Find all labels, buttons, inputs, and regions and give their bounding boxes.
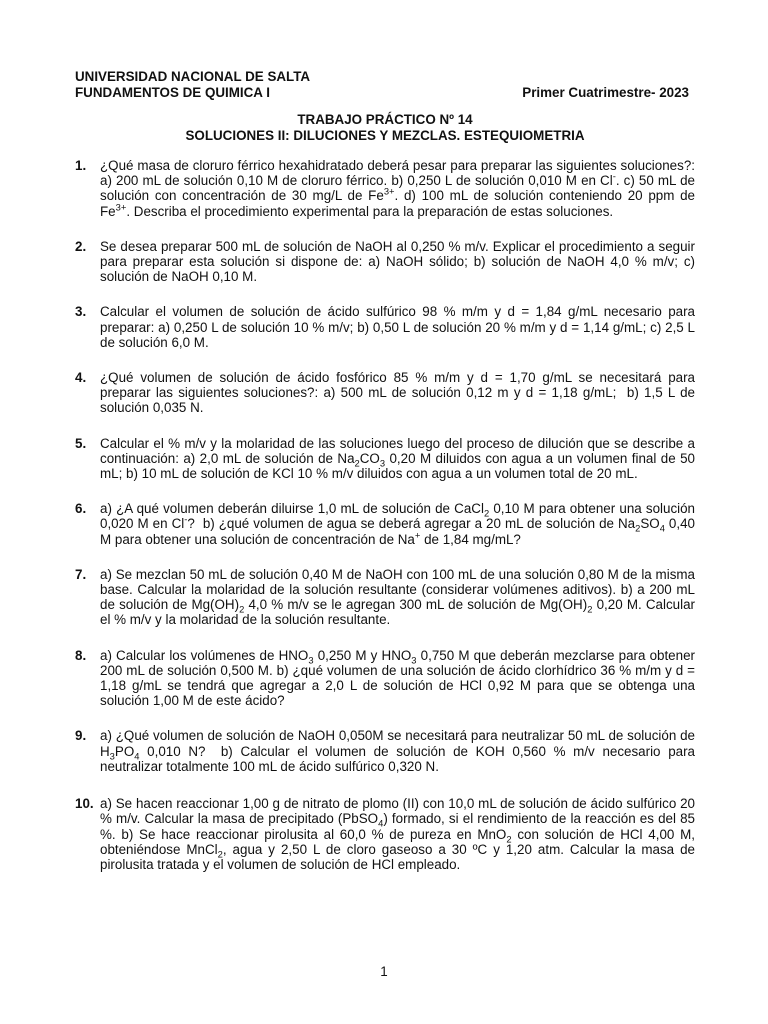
problem-text: ¿Qué volumen de solución de ácido fosfórico 85 % m/m y d = 1,70 g/mL se necesitará para preparar las siguientes soluciones?: a) 500 mL de solución 0,12 m y d = 1,18 g/mL; b) 1,5 L de solución 0,035 N. (100, 370, 695, 416)
title-line-2: SOLUCIONES II: DILUCIONES Y MEZCLAS. ESTEQUIOMETRIA (185, 128, 585, 143)
problem-text: a) Se hacen reaccionar 1,00 g de nitrato de plomo (II) con 10,0 mL de solución de ácido sulfúrico 20 % m/v. Calcular la masa de precipitado (PbSO$_4$) formado, si el rendimiento de la reacción es del 85 %. b) Se hace reaccionar pirolusita al 60,0 % de pureza en MnO$_2$ con solución de HCl 4,00 M, obteniéndose MnCl$_2$, agua y 2,50 L de cloro gaseoso a 30 ºC y 1,20 atm. Calcular la masa de pirolusita tratada y el volumen de solución de HCl empleado. (100, 796, 695, 872)
document-header (75, 69, 695, 101)
problem-item (75, 304, 695, 350)
problem-number: 7. (75, 566, 87, 582)
problem-number: 5. (75, 435, 87, 451)
problem-item (75, 796, 695, 872)
problem-item (75, 648, 695, 709)
problem-number: 2. (75, 238, 87, 254)
problem-text: a) Calcular los volúmenes de $HNO_3$ 0,250 M y $HNO_3$ 0,750 M que deberán mezclarse para obtener 200 mL de solución 0,500 M. b) ¿qué volumen de una solución de ácido clorhídrico 36 % m/m y d = 1,18 g/mL se tendrá que agregar a 2,0 L de solución de HCl 0,92 M para que se obtenga una solución 1,00 M de este ácido? (100, 647, 695, 709)
problem-text: Se desea preparar 500 mL de solución de NaOH al 0,250 % m/v. Explicar el procedimiento a seguir para preparar esta solución si dispone de: a) NaOH sólido; b) solución de NaOH 4,0 % m/v; c) solución de NaOH 0,10 M. (100, 238, 695, 285)
problem-item (75, 158, 695, 219)
problem-item (75, 567, 695, 628)
course-name: FUNDAMENTOS DE QUIMICA I (75, 85, 270, 100)
problem-number: 6. (75, 501, 87, 517)
problem-number: 10. (75, 796, 94, 812)
problem-item (75, 728, 695, 774)
problem-list (75, 158, 695, 872)
problem-item (75, 239, 695, 285)
problem-text: a) ¿A qué volumen deberán diluirse 1,0 mL de solución de CaCl$_2$ 0,10 M para obtener una solución 0,020 M en Cl-? b) ¿qué volumen de agua se deberá agregar a 20 mL de solución de $Na_2SO_4$ 0,40 M para obtener una solución de concentración de Na+ de 1,84 mg/mL? (100, 501, 696, 547)
problem-item (75, 370, 695, 416)
problem-text: Calcular el % m/v y la molaridad de las soluciones luego del proceso de dilución que se describe a continuación: a) 2,0 mL de solución de $Na_2CO_3$ 0,20 M diluidos con agua a un volumen final de 50 mL; b) 10 mL de solución de KCl 10 % m/v diluidos con agua a un volumen total de 20 mL. (100, 435, 695, 482)
problem-text: ¿Qué masa de cloruro férrico hexahidratado deberá pesar para preparar las siguientes soluciones?: a) 200 mL de solución 0,10 M de cloruro férrico. b) 0,250 L de solución 0,010 M en Cl-. c) 50 mL de solución con concentración de 30 mg/L de $Fe^{3+}$. d) 100 mL de solución conteniendo 20 ppm de $Fe^{3+}$. Describa el procedimiento experimental para la preparación de estas soluciones. (100, 158, 696, 219)
title-line-1: TRABAJO PRÁCTICO Nº 14 (297, 112, 473, 127)
problem-number: 1. (75, 158, 87, 173)
document-title (75, 112, 695, 144)
problem-text: Calcular el volumen de solución de ácido sulfúrico 98 % m/m y d = 1,84 g/mL necesario para preparar: a) 0,250 L de solución 10 % m/v; b) 0,50 L de solución 20 % m/m y d = 1,14 g/mL; c) 2,5 L de solución 6,0 M. (100, 304, 695, 350)
problem-number: 8. (75, 647, 87, 663)
problem-number: 4. (75, 370, 87, 386)
problem-text: a) ¿Qué volumen de solución de NaOH 0,050M se necesitará para neutralizar 50 mL de solución de $H_3PO_4$ 0,010 N? b) Calcular el volumen de solución de KOH 0,560 % m/v necesario para neutralizar totalmente 100 mL de ácido sulfúrico 0,320 N. (100, 728, 695, 774)
term-label: Primer Cuatrimestre- 2023 (522, 85, 689, 100)
problem-number: 9. (75, 728, 87, 744)
problem-item (75, 501, 695, 547)
problem-text: a) Se mezclan 50 mL de solución 0,40 M de NaOH con 100 mL de una solución 0,80 M de la misma base. Calcular la molaridad de la solución resultante (considerar volúmenes aditivos). b) a 200 mL de solución de $Mg(OH)_2$ 4,0 % m/v se le agregan 300 mL de solución de $Mg(OH)_2$ 0,20 M. Calcular el % m/v y la molaridad de la solución resultante. (100, 566, 695, 628)
page-number: 1 (380, 964, 388, 979)
problem-item (75, 436, 695, 482)
problem-number: 3. (75, 304, 87, 320)
university-name: UNIVERSIDAD NACIONAL DE SALTA (75, 69, 311, 84)
